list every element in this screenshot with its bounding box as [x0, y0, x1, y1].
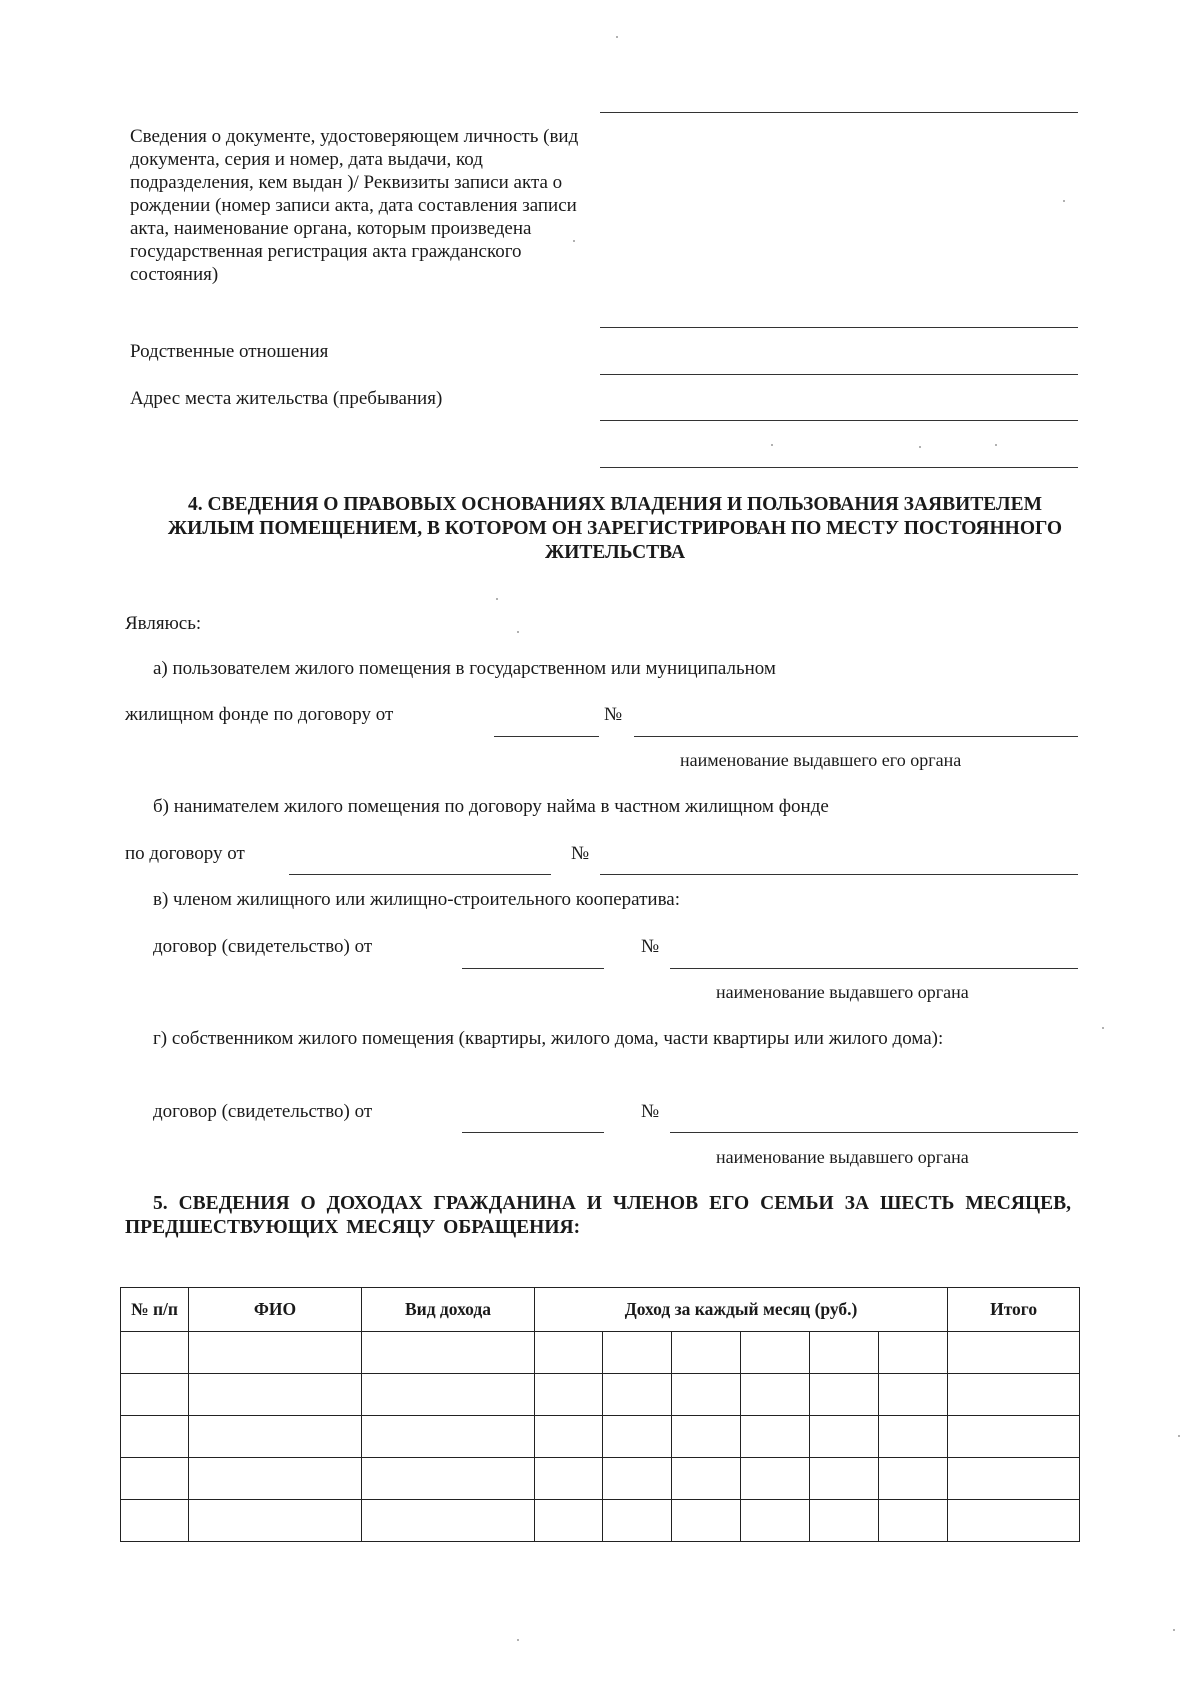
- column-header-total: Итого: [948, 1288, 1080, 1332]
- income-table: [120, 1287, 1080, 1542]
- option-v-number-line[interactable]: [670, 968, 1078, 969]
- table-cell[interactable]: [741, 1332, 810, 1374]
- scan-speck: [771, 444, 773, 446]
- table-cell[interactable]: [121, 1500, 189, 1542]
- table-cell[interactable]: [879, 1458, 948, 1500]
- table-cell[interactable]: [189, 1458, 362, 1500]
- option-v-number-sign: №: [641, 936, 660, 957]
- column-header-number: № п/п: [121, 1288, 189, 1332]
- option-v-caption: наименование выдавшего органа: [716, 982, 969, 1002]
- table-cell[interactable]: [741, 1458, 810, 1500]
- table-cell[interactable]: [189, 1416, 362, 1458]
- option-b-contract-label: по договору от: [125, 843, 245, 864]
- option-v-contract-label: договор (свидетельство) от: [153, 936, 373, 957]
- section-4-title: 4. СВЕДЕНИЯ О ПРАВОВЫХ ОСНОВАНИЯХ ВЛАДЕНИЯ И ПОЛЬЗОВАНИЯ ЗАЯВИТЕЛЕМ ЖИЛЫМ ПОМЕЩЕНИЕМ, В КОТОРОМ ОН ЗАРЕГИСТРИРОВАН ПО МЕСТУ ПОСТОЯННОГО ЖИТЕЛЬСТВА: [167, 494, 1063, 563]
- table-cell[interactable]: [603, 1500, 672, 1542]
- option-g-number-sign: №: [641, 1101, 660, 1122]
- option-a-contract-label: жилищном фонде по договору от: [125, 704, 394, 725]
- scan-speck: [1173, 1629, 1175, 1631]
- option-v-date-line[interactable]: [462, 968, 604, 969]
- address-label: Адрес места жительства (пребывания): [130, 388, 443, 409]
- table-cell[interactable]: [535, 1374, 603, 1416]
- table-cell[interactable]: [879, 1500, 948, 1542]
- relation-label: Родственные отношения: [130, 341, 329, 362]
- intro-text: Являюсь:: [125, 613, 202, 634]
- table-cell[interactable]: [121, 1332, 189, 1374]
- table-cell[interactable]: [535, 1332, 603, 1374]
- table-cell[interactable]: [535, 1458, 603, 1500]
- table-cell[interactable]: [741, 1416, 810, 1458]
- table-cell[interactable]: [741, 1500, 810, 1542]
- scan-speck: [995, 444, 997, 446]
- table-cell[interactable]: [948, 1374, 1080, 1416]
- option-a-text: а) пользователем жилого помещения в государственном или муниципальном: [153, 658, 776, 679]
- table-cell[interactable]: [189, 1332, 362, 1374]
- scan-speck: [1178, 1435, 1180, 1437]
- table-row: [121, 1416, 1080, 1458]
- table-cell[interactable]: [121, 1374, 189, 1416]
- table-row: [121, 1500, 1080, 1542]
- identity-document-field-line[interactable]: [600, 327, 1078, 328]
- table-cell[interactable]: [948, 1332, 1080, 1374]
- table-cell[interactable]: [189, 1374, 362, 1416]
- address-field-line-2[interactable]: [600, 467, 1078, 468]
- scan-speck: [496, 598, 498, 600]
- option-a-date-line[interactable]: [494, 736, 599, 737]
- scan-speck: [573, 240, 575, 242]
- table-cell[interactable]: [603, 1332, 672, 1374]
- table-cell[interactable]: [879, 1416, 948, 1458]
- identity-document-label: Сведения о документе, удостоверяющем личность (вид документа, серия и номер, дата выдачи, код подразделения, кем выдан )/ Реквизиты записи акта о рождении (номер записи акта, дата составления записи акта, наименование органа, которым произведена государственная регистрация акта гражданского состояния): [130, 126, 579, 285]
- section-5-title: 5. СВЕДЕНИЯ О ДОХОДАХ ГРАЖДАНИНА И ЧЛЕНОВ ЕГО СЕМЬИ ЗА ШЕСТЬ МЕСЯЦЕВ, ПРЕДШЕСТВУЮЩИХ МЕСЯЦУ ОБРАЩЕНИЯ:: [125, 1193, 1071, 1238]
- option-a-number-line[interactable]: [634, 736, 1078, 737]
- table-cell[interactable]: [603, 1374, 672, 1416]
- table-cell[interactable]: [948, 1416, 1080, 1458]
- table-cell[interactable]: [672, 1374, 741, 1416]
- option-g-number-line[interactable]: [670, 1132, 1078, 1133]
- table-cell[interactable]: [672, 1500, 741, 1542]
- identity-top-line[interactable]: [600, 112, 1078, 113]
- table-cell[interactable]: [362, 1458, 535, 1500]
- option-g-date-line[interactable]: [462, 1132, 604, 1133]
- table-cell[interactable]: [672, 1458, 741, 1500]
- column-header-monthly-income: Доход за каждый месяц (руб.): [535, 1288, 948, 1332]
- table-cell[interactable]: [879, 1332, 948, 1374]
- scan-speck: [517, 1639, 519, 1641]
- scan-speck: [517, 631, 519, 633]
- table-cell[interactable]: [741, 1374, 810, 1416]
- table-cell[interactable]: [362, 1500, 535, 1542]
- table-cell[interactable]: [535, 1416, 603, 1458]
- table-row: [121, 1332, 1080, 1374]
- table-cell[interactable]: [810, 1374, 879, 1416]
- option-b-number-sign: №: [571, 843, 590, 864]
- table-cell[interactable]: [948, 1500, 1080, 1542]
- table-cell[interactable]: [535, 1500, 603, 1542]
- table-cell[interactable]: [362, 1416, 535, 1458]
- table-row: [121, 1458, 1080, 1500]
- option-g-caption: наименование выдавшего органа: [716, 1147, 969, 1167]
- relation-field-line[interactable]: [600, 374, 1078, 375]
- scan-speck: [1063, 200, 1065, 202]
- option-b-text: б) нанимателем жилого помещения по договору найма в частном жилищном фонде: [153, 796, 829, 817]
- table-cell[interactable]: [672, 1416, 741, 1458]
- option-a-number-sign: №: [604, 704, 623, 725]
- option-b-date-line[interactable]: [289, 874, 551, 875]
- table-cell[interactable]: [672, 1332, 741, 1374]
- table-cell[interactable]: [810, 1458, 879, 1500]
- table-cell[interactable]: [879, 1374, 948, 1416]
- table-cell[interactable]: [810, 1332, 879, 1374]
- table-cell[interactable]: [121, 1458, 189, 1500]
- option-g-contract-label: договор (свидетельство) от: [153, 1101, 373, 1122]
- scan-speck: [919, 446, 921, 448]
- option-g-text: г) собственником жилого помещения (квартиры, жилого дома, части квартиры или жилого дома):: [153, 1028, 944, 1049]
- option-b-number-line[interactable]: [600, 874, 1078, 875]
- scan-speck: [1102, 1027, 1104, 1029]
- column-header-income-type: Вид дохода: [362, 1288, 535, 1332]
- table-cell[interactable]: [810, 1416, 879, 1458]
- scan-speck: [616, 36, 618, 38]
- table-cell[interactable]: [603, 1416, 672, 1458]
- option-v-text: в) членом жилищного или жилищно-строительного кооператива:: [153, 889, 681, 910]
- table-cell[interactable]: [603, 1458, 672, 1500]
- table-cell[interactable]: [810, 1500, 879, 1542]
- table-cell[interactable]: [362, 1374, 535, 1416]
- table-cell[interactable]: [189, 1500, 362, 1542]
- table-cell[interactable]: [121, 1416, 189, 1458]
- table-cell[interactable]: [362, 1332, 535, 1374]
- table-cell[interactable]: [948, 1458, 1080, 1500]
- column-header-fio: ФИО: [189, 1288, 362, 1332]
- income-table-body: [121, 1332, 1080, 1542]
- table-row: [121, 1374, 1080, 1416]
- option-a-caption: наименование выдавшего его органа: [680, 750, 962, 770]
- table-header-row: [121, 1288, 1080, 1332]
- address-field-line-1[interactable]: [600, 420, 1078, 421]
